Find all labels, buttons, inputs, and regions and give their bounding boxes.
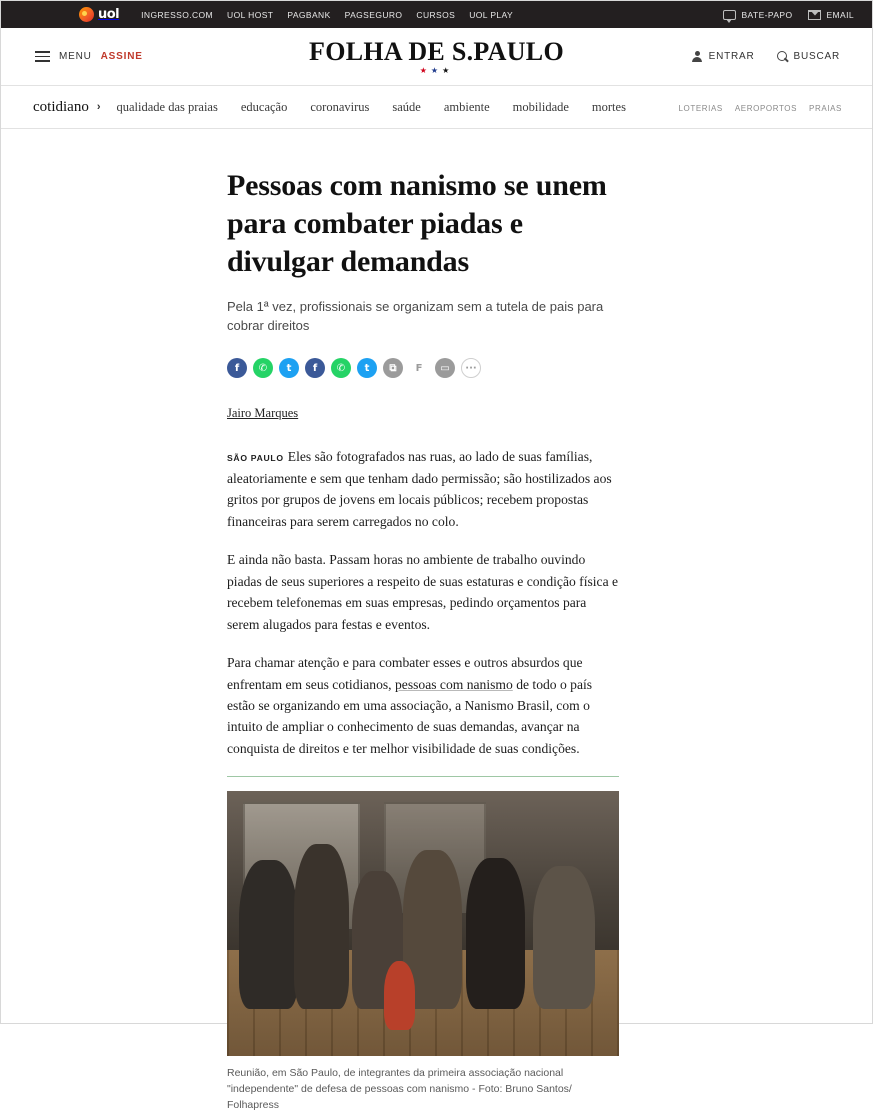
- uol-top-bar-right: [723, 1, 854, 28]
- uol-link-cursos[interactable]: CURSOS: [416, 9, 456, 20]
- uol-batepapo-button[interactable]: [723, 10, 792, 20]
- uol-logo-icon: [79, 7, 94, 22]
- nav-item-mortes[interactable]: mortes: [591, 99, 626, 114]
- dateline: SÃO PAULO: [227, 453, 284, 464]
- chevron-right-icon[interactable]: ›: [96, 101, 101, 113]
- masthead-right: [692, 28, 840, 85]
- uol-logo-text: uol: [98, 7, 120, 22]
- folha-stars-icon: ★★★: [419, 66, 454, 76]
- subscribe-link[interactable]: ASSINE: [100, 51, 143, 62]
- article-photo: [227, 791, 619, 1056]
- uol-logo[interactable]: [79, 7, 119, 22]
- login-button[interactable]: [692, 51, 755, 62]
- article-paragraph-1: [227, 446, 619, 532]
- inline-link-pessoas-com-nanismo[interactable]: pessoas com nanismo: [394, 676, 513, 692]
- share-messenger-icon[interactable]: f: [305, 358, 325, 378]
- article-paragraph-3: [227, 652, 619, 759]
- uol-link-uolplay[interactable]: UOL PLAY: [469, 9, 514, 20]
- photo-caption: Reunião, em São Paulo, de integrantes da primeira associação nacional "independente" de defesa de pessoas com nanismo - Foto: Bruno Santos/ Folhapress: [227, 1067, 572, 1111]
- search-button[interactable]: [777, 51, 840, 62]
- share-twitter-icon[interactable]: t: [279, 358, 299, 378]
- nav-item-ambiente[interactable]: ambiente: [443, 99, 490, 114]
- paragraph-3-after-link: de todo o país estão se organizando em uma associação, a Nanismo Brasil, com o intuito de ampliar o conhecimento de suas demandas, avançar na conquista de direitos e ter melhor visibilidade de suas condições.: [227, 676, 593, 756]
- uol-link-pagseguro[interactable]: PAGSEGURO: [344, 9, 403, 20]
- share-copy-link-icon[interactable]: ⧉: [383, 358, 403, 378]
- folha-logo-text: FOLHA DE S.PAULO: [309, 36, 564, 66]
- article-paragraph-2: E ainda não basta. Passam horas no ambiente de trabalho ouvindo piadas de seus superiores a respeito de suas estaturas e condição física e recebem telefonemas em suas empresas, pedindo orçamentos para serem alugados para festas e eventos.: [227, 552, 619, 632]
- paragraph-3-before-link: Para chamar atenção e para combater esses e outros absurdos que enfrentam em seus cotidianos,: [227, 655, 583, 692]
- share-more-options-icon[interactable]: ···: [461, 358, 481, 378]
- nav-utility-aeroportos[interactable]: AEROPORTOS: [734, 103, 798, 113]
- nav-item-saude[interactable]: saúde: [392, 99, 421, 114]
- share-twitter-alt-icon[interactable]: t: [357, 358, 377, 378]
- nav-utility-praias[interactable]: PRAIAS: [809, 103, 842, 113]
- nav-item-educacao[interactable]: educação: [240, 99, 288, 114]
- uol-batepapo-label: BATE-PAPO: [741, 9, 793, 20]
- share-whatsapp-icon[interactable]: ✆: [253, 358, 273, 378]
- nav-item-coronavirus[interactable]: coronavirus: [310, 99, 370, 114]
- article-paragraph-1-text: Eles são fotografados nas ruas, ao lado de suas famílias, aleatoriamente e sem que tenham dado permissão; são hostilizados aos gritos por grupos de jovens em locais públicos; recebem propostas financeiras para serem carregados no colo.: [227, 449, 612, 529]
- masthead: [1, 28, 872, 85]
- search-icon: [777, 51, 788, 62]
- article: [227, 129, 619, 1114]
- uol-top-bar: [1, 1, 872, 28]
- photo-person-6: [533, 866, 596, 1009]
- article-figure: [227, 791, 619, 1113]
- share-facebook-icon[interactable]: f: [227, 358, 247, 378]
- section-nav: [1, 85, 872, 129]
- masthead-left: [35, 28, 143, 85]
- uol-link-ingresso[interactable]: INGRESSO.COM: [141, 9, 214, 20]
- section-divider: [227, 776, 619, 777]
- article-standfirst: Pela 1ª vez, profissionais se organizam sem a tutela de pais para cobrar direitos: [227, 299, 604, 334]
- nav-utility-loterias[interactable]: LOTERIAS: [678, 103, 723, 113]
- uol-link-pagbank[interactable]: PAGBANK: [287, 9, 331, 20]
- search-label: BUSCAR: [793, 51, 840, 62]
- envelope-icon: [808, 10, 821, 20]
- photo-child: [384, 961, 415, 1030]
- uol-link-host[interactable]: UOL HOST: [227, 9, 274, 20]
- photo-person-1: [239, 860, 298, 1008]
- page-title: Pessoas com nanismo se unem para combater piadas e divulgar demandas: [227, 169, 607, 278]
- share-comments-icon[interactable]: ▭: [435, 358, 455, 378]
- section-nav-links: [117, 100, 626, 115]
- article-body: [227, 446, 619, 759]
- byline: [227, 404, 619, 422]
- byline-author-link[interactable]: Jairo Marques: [227, 406, 299, 421]
- person-icon: [692, 51, 703, 62]
- chat-icon: [723, 10, 736, 20]
- login-label: ENTRAR: [708, 51, 755, 62]
- section-title[interactable]: cotidiano: [33, 98, 89, 115]
- nav-item-qualidade-das-praias[interactable]: qualidade das praias: [116, 99, 218, 114]
- section-nav-utility-links: [679, 86, 843, 130]
- menu-label[interactable]: MENU: [59, 51, 92, 62]
- uol-email-label: EMAIL: [826, 9, 854, 20]
- uol-links: [141, 10, 513, 20]
- share-whatsapp-alt-icon[interactable]: ✆: [331, 358, 351, 378]
- hamburger-menu-icon[interactable]: [35, 51, 50, 62]
- share-bar: [227, 358, 619, 378]
- photo-person-2: [294, 844, 349, 1008]
- uol-email-button[interactable]: [808, 10, 854, 20]
- photo-person-5: [466, 858, 525, 1009]
- share-facebook-plain-icon[interactable]: F: [409, 358, 429, 378]
- folha-logo[interactable]: [309, 38, 564, 75]
- nav-item-mobilidade[interactable]: mobilidade: [512, 99, 569, 114]
